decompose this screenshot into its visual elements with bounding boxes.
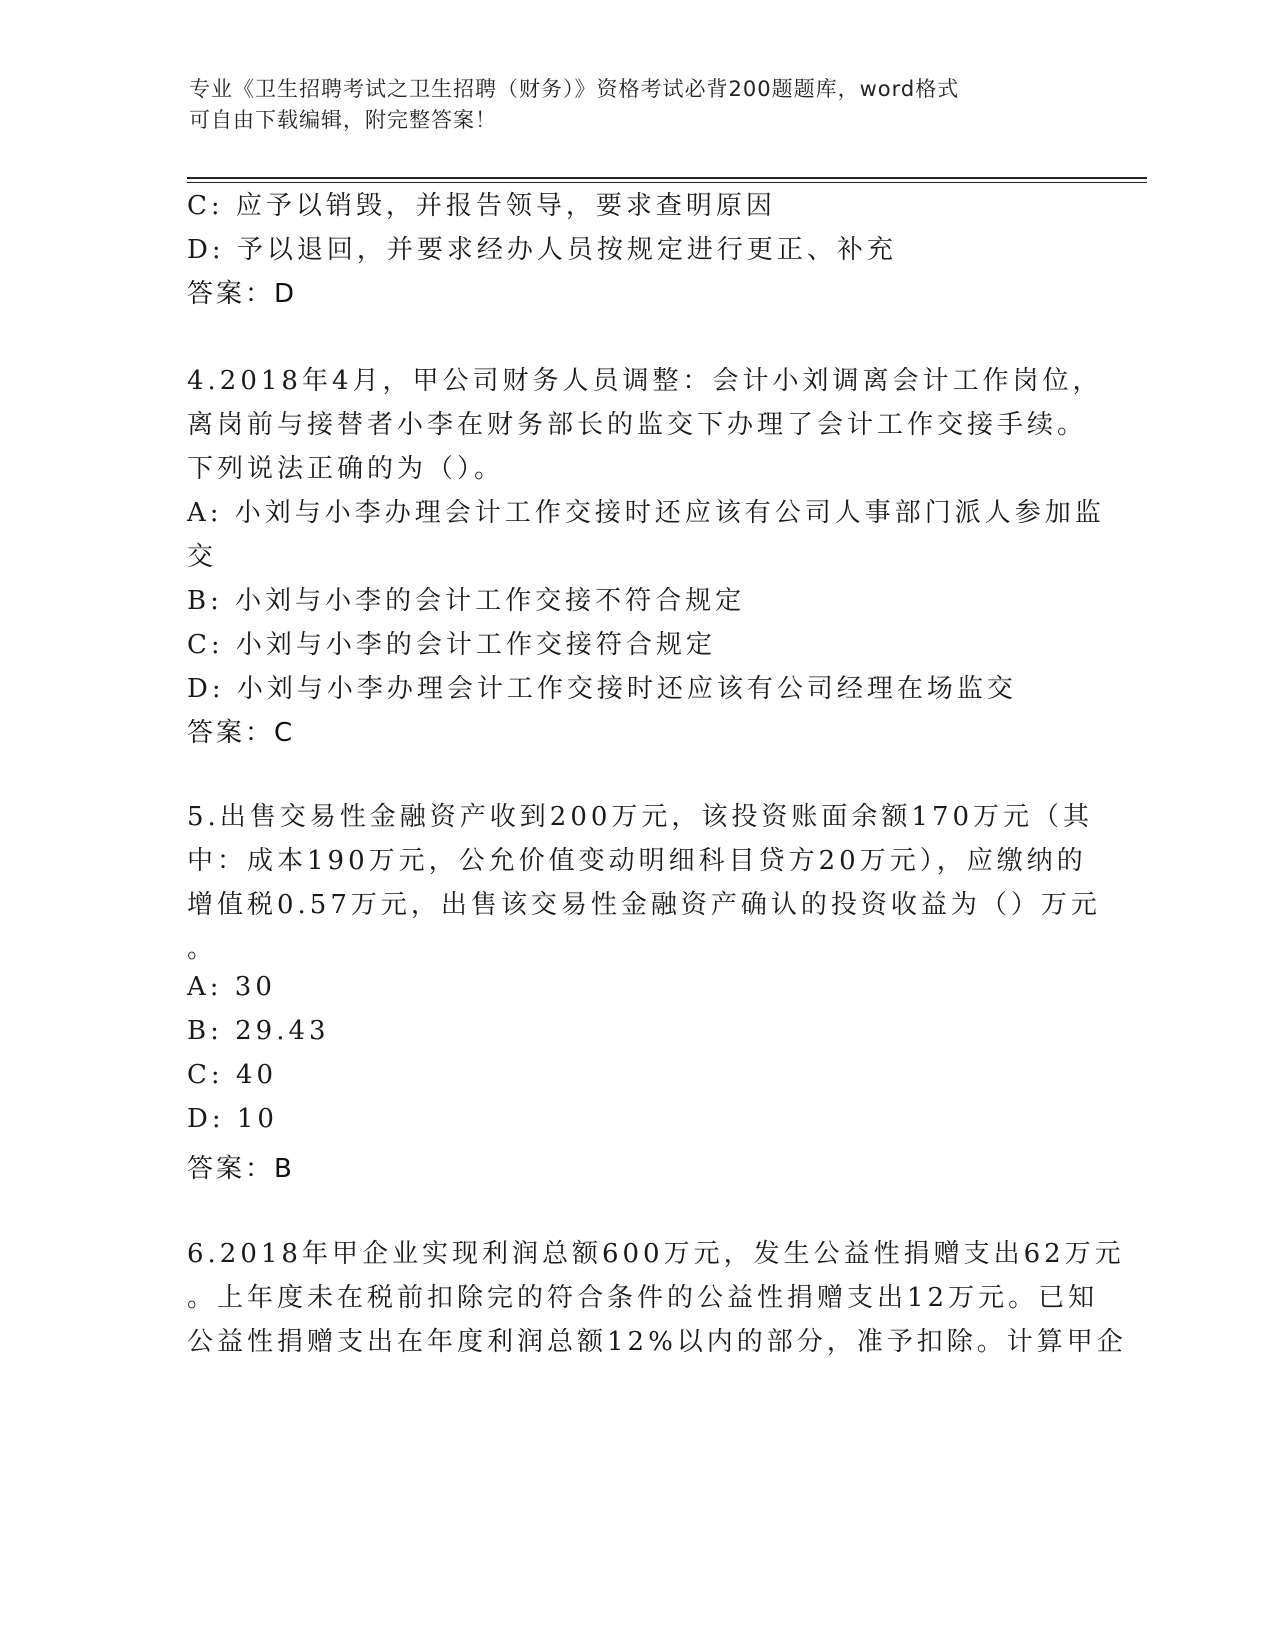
q4-option-a-line2: 交 <box>187 542 218 572</box>
q4-answer: 答案：C <box>187 718 296 748</box>
q5-option-a: A: 30 <box>187 972 276 1002</box>
header-title-line1: 专业《卫生招聘考试之卫生招聘（财务）》资格考试必背200题题库，word格式 <box>189 77 960 101</box>
q4-option-a-line1: A: 小刘与小李办理会计工作交接时还应该有公司人事部门派人参加监 <box>187 498 1105 528</box>
q5-option-b: B: 29.43 <box>187 1016 330 1046</box>
q6-stem-line3: 公益性捐赠支出在年度利润总额12%以内的部分，准予扣除。计算甲企 <box>187 1327 1127 1357</box>
q4-option-d: D: 小刘与小李办理会计工作交接时还应该有公司经理在场监交 <box>187 674 1017 704</box>
q3-answer: 答案：D <box>187 279 298 309</box>
q5-answer: 答案：B <box>187 1154 295 1184</box>
q4-option-b: B: 小刘与小李的会计工作交接不符合规定 <box>187 586 746 616</box>
header-divider-thick <box>187 177 1147 179</box>
q5-stem-line4: 。 <box>187 934 218 964</box>
q3-option-d: D: 予以退回，并要求经办人员按规定进行更正、补充 <box>187 235 897 265</box>
q5-option-d: D: 10 <box>187 1104 278 1134</box>
q5-option-c: C: 40 <box>187 1060 278 1090</box>
header-title-line2: 可自由下载编辑，附完整答案！ <box>189 108 497 132</box>
q4-option-c: C: 小刘与小李的会计工作交接符合规定 <box>187 630 716 660</box>
q6-stem-line2: 。上年度未在税前扣除完的符合条件的公益性捐赠支出12万元。已知 <box>187 1283 1099 1313</box>
q4-stem-line3: 下列说法正确的为（）。 <box>187 454 505 484</box>
q3-option-c: C: 应予以销毁，并报告领导，要求查明原因 <box>187 191 776 221</box>
header-divider-thin <box>187 182 1147 183</box>
document-header <box>189 74 1089 136</box>
q5-stem-line1: 5.出售交易性金融资产收到200万元，该投资账面余额170万元（其 <box>187 802 1094 832</box>
q5-stem-line3: 增值税0.57万元，出售该交易性金融资产确认的投资收益为（）万元 <box>187 890 1101 920</box>
q4-stem-line1: 4.2018年4月，甲公司财务人员调整：会计小刘调离会计工作岗位， <box>187 366 1103 396</box>
q6-stem-line1: 6.2018年甲企业实现利润总额600万元，发生公益性捐赠支出62万元 <box>187 1239 1125 1269</box>
q5-stem-line2: 中：成本190万元，公允价值变动明细科目贷方20万元），应缴纳的 <box>187 846 1087 876</box>
q4-stem-line2: 离岗前与接替者小李在财务部长的监交下办理了会计工作交接手续。 <box>187 410 1088 440</box>
